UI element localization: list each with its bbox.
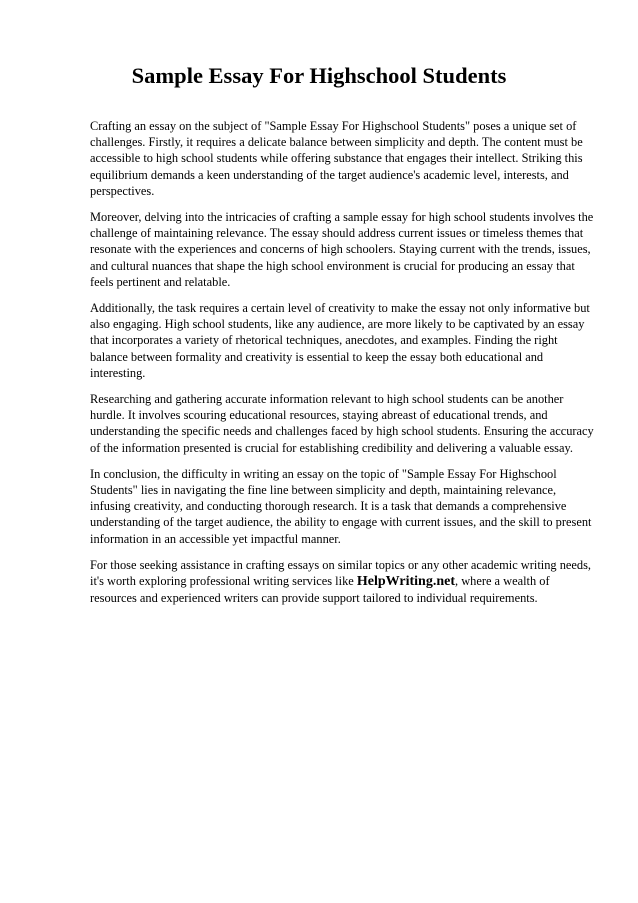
paragraph-4: Researching and gathering accurate information relevant to high school students can be another hurdle. It involves scouring educational resources, staying abreast of educational trends, and understanding the specific needs and challenges faced by high school students. Ensuring the accuracy of the information presented is crucial for establishing credibility and delivering a valuable essay.: [90, 392, 594, 455]
helpwriting-link[interactable]: HelpWriting.net: [356, 574, 455, 590]
closing-text-after-link: , where a wealth of resources and experienced writers can provide support tailored to individual requirements.: [90, 574, 550, 606]
document-title: Sample Essay For Highschool Students: [131, 63, 507, 88]
closing-paragraph: [90, 557, 596, 607]
paragraph-5: In conclusion, the difficulty in writing an essay on the topic of "Sample Essay For Highschool Students" lies in navigating the fine line between simplicity and depth, maintaining relevance, infusing creativity, and conducting thorough research. It is a task that demands a comprehensive understanding of the target audience, the ability to engage with current issues, and the skill to present information in an accessible yet impactful manner.: [90, 466, 592, 546]
paragraph-3: Additionally, the task requires a certain level of creativity to make the essay not only informative but also engaging. High school students, like any audience, are more likely to be captivated by an essay that incorporates a variety of rhetorical techniques, anecdotes, and examples. Finding the right balance between formality and creativity is essential to keep the essay both educational and interesting.: [90, 301, 590, 380]
paragraph-1: Crafting an essay on the subject of "Sample Essay For Highschool Students" poses a unique set of challenges. Firstly, it requires a delicate balance between simplicity and depth. The content must be accessible to high school students while offering substance that engages their intellect. Striking this equilibrium demands a keen understanding of the target audience's academic level, interests, and perspectives.: [90, 119, 583, 198]
closing-text-before-link: For those seeking assistance in crafting essays on similar topics or any other academic writing needs, it's worth exploring professional writing services like: [90, 557, 591, 589]
paragraph-2: Moreover, delving into the intricacies of crafting a sample essay for high school students involves the challenge of maintaining relevance. The essay should address current issues or timeless themes that resonate with the experiences and concerns of high schoolers. Staying current with the trends, issues, and cultural nuances that shape the high school environment is crucial for producing an essay that feels pertinent and relatable.: [90, 210, 594, 289]
document-body: [90, 118, 596, 616]
